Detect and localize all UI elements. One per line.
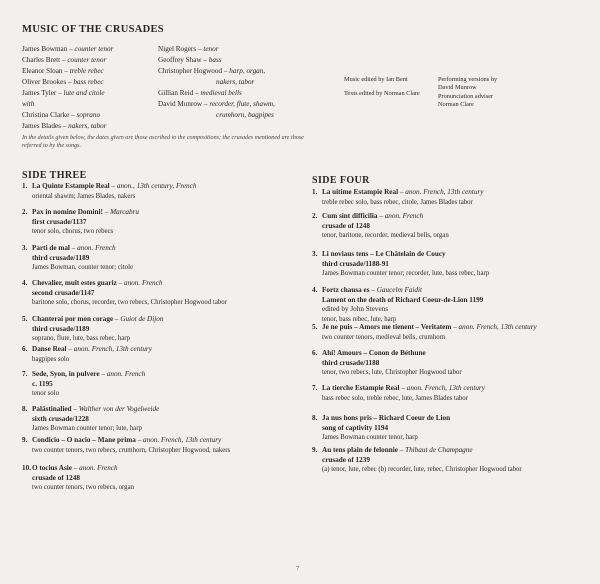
track-title: Pax in nomine Domini! [32,208,103,216]
performer-name: James Blades [22,122,61,130]
versions-label: Performing versions by [438,76,498,83]
track-title: Parti de mal [32,244,70,252]
track-title: La uitime Estampie Real [322,188,399,196]
track-composer: anon. French, 13th century [405,188,484,196]
track-composer: Thibaut de Champagne [405,446,473,454]
track-number: 8. [22,405,28,413]
track-performers: tenor, baritone, recorder, medieval bells, organ [322,232,449,240]
performer-name: Christopher Hogwood [158,67,223,75]
performer-name: Nigel Rogers [158,45,197,53]
pronunciation-label: Pronunciation adviser [438,92,494,100]
performer-role: harp, organ, [229,67,266,75]
dates-note: In the details given below, the dates given are those ascribed to the compositions; the crusades mentioned are those referred to by the songs. [22,135,304,149]
track-entry: 6. Danse Real – anon. French, 13th century bagpipes solo [22,345,292,364]
performers-left [22,44,113,132]
track-title: La Quinte Estampie Real [32,182,110,190]
track-occasion: third crusade/1188-91 [322,259,389,268]
track-performers: baritone solo, chorus, recorder, two rebecs, Christopher Hogwood tabor [32,299,227,307]
track-composer: anon. French [77,244,116,252]
track-performers: treble rebec solo, bass rebec, citole, James Blades tabor [322,198,473,206]
performer-role: with [22,100,35,108]
track-number: 3. [312,250,318,258]
track-number: 1. [312,188,318,196]
page-title: MUSIC OF THE CRUSADES [22,24,164,35]
track-performers: tenor solo [32,390,59,398]
track-entry [312,250,582,279]
track-entry: 9. Au tens plain de felonnie – Thibaut de Champagne crusade of 1239 (a) tenor, lute, rebec (b) recorder, lute, rebec, Christopher Hogwood tabor [312,446,582,475]
performer-role: counter tenor [67,56,107,64]
track-composer: anon. French [123,279,163,287]
track-entry: 3. Parti de mal – anon. French third crusade/1189 James Bowman, counter tenor; citole [22,244,292,273]
credits-editors [344,76,420,99]
track-editor: edited by John Stevens [322,305,389,314]
track-composer: anon. French, 13th century [143,436,222,444]
track-composer: anon., 13th century, French [116,182,197,190]
track-performers: two counter tenors, medieval bells, crumhorn [322,333,446,341]
track-entry: 5. Chanterai por mon corage – Guiot de Dijon third crusade/1189 soprano, flute, lute, bass rebec, harp [22,315,292,344]
track-title: Ahi! Amours – Conon de Béthune [322,349,426,357]
performer-role: crumhorn, bagpipes [216,111,274,119]
track-occasion: Lament on the death of Richard Coeur-de-Lion 1199 [322,295,484,304]
track-entry [312,414,582,443]
performer-role: medieval bells [200,89,242,97]
track-performers: James Bowman counter tenor; lute, harp [32,425,142,433]
track-entry: 10. O tocius Asie – anon. French crusade of 1248 two counter tenors, two rebecs, organ [22,464,292,493]
track-title: Condicio – O nacio – Mane prima [32,436,136,444]
performer-role: bass rebec [73,78,104,86]
track-number: 10. [22,464,31,472]
track-entry: 9. Condicio – O nacio – Mane prima – anon. French, 13th century two counter tenors, two rebecs, crumhorn, Christopher Hogwood, nakers [22,436,292,455]
performer-entry: James Tyler – lute and citole [22,89,105,97]
track-performers: tenor, bass rebec, lute, harp [322,315,397,323]
track-title: Cum sint difficilia [322,212,378,220]
track-number: 7. [22,370,28,378]
track-occasion: c. 1195 [32,379,53,388]
track-title: La tierche Estampie Real [322,384,400,392]
performer-entry [158,77,275,88]
track-composer: anon. French, 13th century [458,323,537,331]
music-editor: Music edited by Ian Bent [344,76,408,83]
track-title: Palästinalied [32,405,72,413]
performer-entry [22,99,113,110]
performer-name: Oliver Brookes [22,78,67,86]
performer-role: soprano [76,111,101,119]
performer-name: David Munrow [158,100,203,108]
track-occasion: crusade of 1239 [322,455,370,464]
track-entry: 1. La Quinte Estampie Real – anon., 13th century, French oriental shawm; James Blades, nakers [22,182,292,201]
track-composer: anon. French [384,212,424,220]
performer-entry: Nigel Rogers – tenor [158,45,219,53]
performer-role: recorder, flute, shawm, [209,100,275,108]
track-performers: two counter tenors, two rebecs, crumhorn, Christopher Hogwood, nakers [32,446,231,454]
track-number: 5. [312,323,318,331]
track-performers: tenor, two rebecs, lute, Christopher Hogwood tabor [322,369,462,377]
track-performers: bagpipes solo [32,355,70,363]
track-performers: tenor solo, chorus, two rebecs [32,228,114,236]
texts-editor: Texts edited by Norman Clare [344,90,420,98]
track-number: 4. [22,279,28,287]
performer-entry: Oliver Brookes – bass rebec [22,78,104,86]
pronunciation-name: Norman Clare [438,101,474,109]
track-entry: 4. Chevalier, mult estes guariz – anon. French second crusade/1147 baritone solo, chorus, recorder, two rebecs, Christopher Hogwood tabor [22,279,292,308]
track-number: 1. [22,182,28,190]
track-entry: 8. Palästinalied – Walther von der Vogelweide sixth crusade/1228 James Bowman counter tenor; lute, harp [22,405,292,434]
performer-name: Geoffrey Shaw [158,56,202,64]
track-title: Danse Real [32,345,67,353]
track-entry: 7. La tierche Estampie Real – anon. French, 13th century bass rebec solo, treble rebec, lute, James Blades tabor [312,384,582,403]
track-composer: anon. French [79,464,118,472]
track-occasion: sixth crusade/1228 [32,414,89,423]
track-performers: two counter tenors, two rebecs, organ [32,484,134,492]
track-title: Au tens plain de felonnie [322,446,398,454]
track-occasion: third crusade/1189 [32,324,90,333]
performer-entry [158,110,275,121]
track-composer: anon. French, 13th century [406,384,485,392]
performer-name: James Tyler [22,89,57,97]
track-performers: oriental shawm; James Blades, nakers [32,192,136,200]
credits-advisers [438,76,497,110]
page-number: 7 [296,565,300,572]
track-entry: 4. Fortz chausa es – Gaucelm Faidit Lament on the death of Richard Coeur-de-Lion 1199 edited by John Stevens tenor, bass rebec, lute, harp [312,286,582,324]
track-number: 9. [22,436,28,444]
performer-entry: James Blades – nakers, tabor [22,122,107,130]
track-composer: anon. French, 13th century [73,345,152,353]
track-title: Fortz chausa es [322,286,370,294]
performer-entry: Charles Brett – counter tenor [22,56,107,64]
performer-name: James Bowman [22,45,68,53]
track-entry: 1. La uitime Estampie Real – anon. French, 13th century treble rebec solo, bass rebec, citole, James Blades tabor [312,188,582,207]
track-composer: Gaucelm Faidit [376,286,423,294]
track-performers: (a) tenor, lute, rebec (b) recorder, lute, rebec, Christopher Hogwood tabor [322,466,522,474]
track-occasion: crusade of 1248 [32,473,80,482]
track-title: Je ne puis – Amors me tienent – Veritatem [322,323,452,331]
performers-right [158,44,275,121]
track-occasion: crusade of 1248 [322,221,370,230]
track-title: Chanterai por mon corage [32,315,114,323]
performer-role: lute and citole [63,89,105,97]
track-composer: Walther von der Vogelweide [78,405,160,413]
track-number: 5. [22,315,28,323]
track-performers: James Bowman counter tenor; recorder, lute, bass rebec, harp [322,270,490,278]
track-number: 2. [22,208,28,216]
track-performers: bass rebec solo, treble rebec, lute, James Blades tabor [322,394,468,402]
track-title: O tocius Asie [32,464,72,472]
track-entry: 2. Cum sint difficilia – anon. French crusade of 1248 tenor, baritone, recorder, medieval bells, organ [312,212,582,241]
performer-name: Christina Clarke [22,111,70,119]
track-composer: Guiot de Dijon [120,315,164,323]
track-performers: soprano, flute, lute, bass rebec, harp [32,335,130,343]
track-number: 9. [312,446,318,454]
track-occasion: third crusade/1188 [322,358,380,367]
performer-name: Gillian Reid [158,89,194,97]
track-title: Sede, Syon, in pulvere [32,370,100,378]
track-number: 7. [312,384,318,392]
track-entry: 7. Sede, Syon, in pulvere – anon. French c. 1195 tenor solo [22,370,292,399]
performer-entry: Christopher Hogwood – harp, organ, [158,67,266,75]
track-number: 6. [312,349,318,357]
track-number: 2. [312,212,318,220]
track-number: 6. [22,345,28,353]
track-entry: 2. Pax in nomine Domini! – Marcabru first crusade/1137 tenor solo, chorus, two rebecs [22,208,292,237]
side-four-heading: SIDE FOUR [312,175,370,186]
track-entry [312,349,582,378]
track-entry: 5. Je ne puis – Amors me tienent – Veritatem – anon. French, 13th century two counter tenors, medieval bells, crumhorn [312,323,582,342]
performer-role: tenor [203,45,219,53]
performer-entry: James Bowman – counter tenor [22,45,114,53]
track-composer: Marcabru [110,208,139,216]
performer-entry: Geoffrey Shaw – bass [158,56,222,64]
track-performers: James Bowman, counter tenor; citole [32,264,133,272]
performer-role: bass [208,56,222,64]
side-three-heading: SIDE THREE [22,170,87,181]
performer-name: Eleanor Sloan [22,67,63,75]
performer-entry: Christina Clarke – soprano [22,111,101,119]
track-composer: anon. French [106,370,146,378]
track-occasion: second crusade/1147 [32,288,95,297]
track-number: 4. [312,286,318,294]
track-occasion: song of captivity 1194 [322,423,389,432]
performer-role: counter tenor [74,45,114,53]
track-occasion: third crusade/1189 [32,253,90,262]
track-title: Chevalier, mult estes guariz [32,279,117,287]
performer-entry: David Munrow – recorder, flute, shawm, [158,100,275,108]
performer-role: treble rebec [69,67,104,75]
track-title: Li noviaus tens – Le Châtelain de Coucy [322,250,446,258]
track-number: 3. [22,244,28,252]
performer-role: nakers, tabor [68,122,107,130]
performer-name: Charles Brett [22,56,61,64]
performer-entry: Eleanor Sloan – treble rebec [22,67,104,75]
performer-entry: Gillian Reid – medieval bells [158,89,242,97]
track-number: 8. [312,414,318,422]
track-performers: James Bowman counter tenor, harp [322,434,418,442]
track-title: Ja nus hons pris – Richard Coeur de Lion [322,414,451,422]
track-occasion: first crusade/1137 [32,217,87,226]
versions-name: David Munrow [438,84,477,92]
performer-role: nakers, tabor [216,78,255,86]
